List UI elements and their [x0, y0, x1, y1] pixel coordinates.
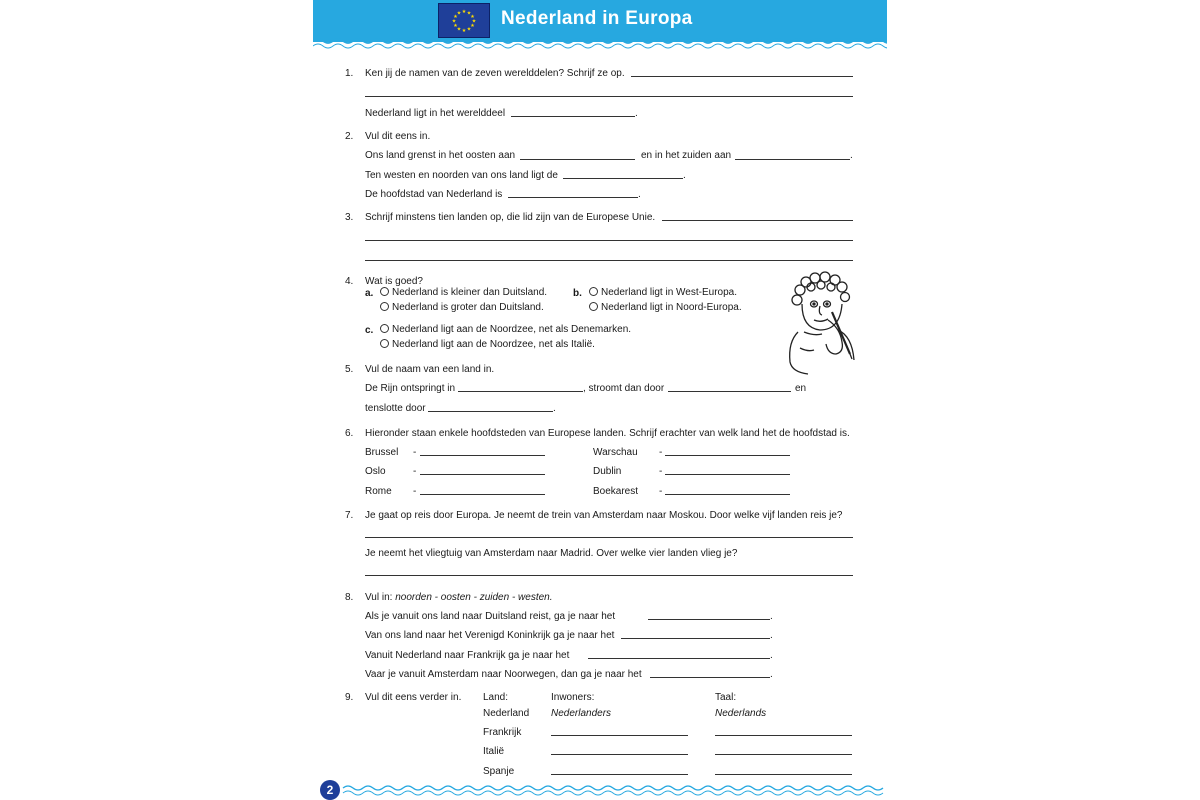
q6-capital-boekarest: Boekarest — [593, 486, 639, 497]
q5-part-c: en — [795, 383, 807, 394]
q7-answer-line-1[interactable] — [365, 537, 853, 538]
q9-frankrijk-taal-line[interactable] — [715, 735, 852, 736]
q6-line-oslo[interactable] — [420, 474, 545, 475]
eu-flag-icon — [438, 3, 490, 38]
footer-wave-decoration — [313, 784, 887, 796]
q6-dash: - — [413, 466, 417, 477]
q5-dot: . — [553, 403, 556, 414]
q2-sea-line[interactable] — [563, 178, 683, 179]
q1-answer-line-2[interactable] — [365, 96, 853, 97]
q3-number: 3. — [345, 212, 354, 223]
radio-icon[interactable] — [380, 339, 389, 348]
q9-number: 9. — [345, 692, 354, 703]
svg-text:★: ★ — [453, 14, 458, 20]
q9-row-frankrijk: Frankrijk — [483, 727, 522, 738]
page-number-badge: 2 — [320, 780, 340, 800]
q5-part-b: , stroomt dan door — [583, 383, 665, 394]
q6-dash: - — [659, 447, 663, 458]
q8-line4: Vaar je vanuit Amsterdam naar Noorwegen, dan ga je naar het — [365, 669, 642, 680]
q2-intro: Vul dit eens in. — [365, 131, 431, 142]
svg-text:★: ★ — [453, 23, 458, 29]
q4-c-label: c. — [365, 325, 374, 336]
q4-a2-label: Nederland is groter dan Duitsland. — [392, 302, 544, 313]
q8-dot-3: . — [770, 650, 773, 661]
svg-text:★: ★ — [466, 10, 472, 17]
q2-line2: Ten westen en noorden van ons land ligt de — [365, 170, 558, 181]
svg-text:★: ★ — [456, 10, 462, 17]
q9-row-spanje: Spanje — [483, 766, 515, 777]
q5-finally-line[interactable] — [428, 411, 553, 412]
q5-intro: Vul de naam van een land in. — [365, 364, 495, 375]
q2-capital-line[interactable] — [508, 197, 638, 198]
q8-answer-line-2[interactable] — [621, 638, 770, 639]
q4-c1-label: Nederland ligt aan de Noordzee, net als Denemarken. — [392, 324, 632, 335]
q9-header-land: Land: — [483, 692, 509, 703]
q2-line3: De hoofdstad van Nederland is — [365, 189, 503, 200]
svg-text:★: ★ — [461, 28, 467, 34]
q3-answer-line-1[interactable] — [662, 220, 853, 221]
header-wave-decoration — [313, 37, 887, 49]
q3-text: Schrijf minstens tien landen op, die lid zijn van de Europese Unie. — [365, 212, 656, 223]
q5-through-line[interactable] — [668, 391, 791, 392]
q4-c2-label: Nederland ligt aan de Noordzee, net als Italië. — [392, 339, 595, 350]
worksheet-page — [313, 0, 887, 800]
q7-text2: Je neemt het vliegtuig van Amsterdam naar Madrid. Over welke vier landen vlieg je? — [365, 548, 738, 559]
q6-line-brussel[interactable] — [420, 455, 545, 456]
svg-text:★: ★ — [470, 23, 475, 29]
q8-number: 8. — [345, 592, 354, 603]
svg-text:★: ★ — [456, 26, 462, 33]
q9-text: Vul dit eens verder in. — [365, 692, 462, 703]
q6-line-dublin[interactable] — [665, 474, 790, 475]
q6-line-warschau[interactable] — [665, 455, 790, 456]
q7-number: 7. — [345, 510, 354, 521]
q4-a1-label: Nederland is kleiner dan Duitsland. — [392, 287, 548, 298]
q1-continent-line[interactable] — [511, 116, 635, 117]
q1-answer-line-1[interactable] — [631, 76, 853, 77]
q8-intro — [365, 592, 553, 604]
q6-line-rome[interactable] — [420, 494, 545, 495]
q4-text: Wat is goed? — [365, 276, 423, 287]
q9-header-inwoners: Inwoners: — [551, 692, 595, 703]
q6-number: 6. — [345, 428, 354, 439]
q9-row-nederland-inwoners: Nederlanders — [551, 708, 612, 719]
q7-text1: Je gaat op reis door Europa. Je neemt de trein van Amsterdam naar Moskou. Door welke vijf landen reis je? — [365, 510, 843, 521]
page-title: Nederland in Europa — [501, 8, 693, 29]
q8-dot-4: . — [770, 669, 773, 680]
q5-part-a: De Rijn ontspringt in — [365, 383, 456, 394]
q2-number: 2. — [345, 131, 354, 142]
q1-continent-text: Nederland ligt in het werelddeel — [365, 108, 506, 119]
q8-intro-directions: noorden - oosten - zuiden - westen. — [395, 592, 553, 603]
q9-italie-taal-line[interactable] — [715, 754, 852, 755]
q6-dash: - — [659, 486, 663, 497]
q6-capital-rome: Rome — [365, 486, 392, 497]
q4-number: 4. — [345, 276, 354, 287]
q4-b2-option[interactable] — [589, 302, 742, 314]
q8-dot-2: . — [770, 630, 773, 641]
q6-dash: - — [413, 486, 417, 497]
header-bar — [313, 0, 887, 42]
q2-south-line[interactable] — [735, 159, 850, 160]
q9-row-italie: Italië — [483, 746, 505, 757]
q4-b1-option[interactable] — [589, 287, 737, 299]
q4-c1-option[interactable] — [380, 324, 631, 336]
q4-b-label: b. — [573, 288, 582, 299]
q2-dot-3: . — [638, 189, 641, 200]
q4-a2-option[interactable] — [380, 302, 544, 314]
q9-frankrijk-inwoners-line[interactable] — [551, 735, 688, 736]
radio-icon[interactable] — [380, 287, 389, 296]
radio-icon[interactable] — [589, 302, 598, 311]
q4-b2-label: Nederland ligt in Noord-Europa. — [601, 302, 742, 313]
q2-line1a: Ons land grenst in het oosten aan — [365, 150, 516, 161]
q4-b1-label: Nederland ligt in West-Europa. — [601, 287, 737, 298]
q6-capital-oslo: Oslo — [365, 466, 386, 477]
thinking-person-illustration-icon — [768, 270, 878, 380]
q2-dot-2: . — [683, 170, 686, 181]
q2-line1b: en in het zuiden aan — [641, 150, 732, 161]
q9-row-nederland-taal: Nederlands — [715, 708, 767, 719]
q6-dash: - — [659, 466, 663, 477]
q2-dot-1: . — [850, 150, 853, 161]
q1-number: 1. — [345, 68, 354, 79]
q9-row-nederland-land: Nederland — [483, 708, 530, 719]
q8-answer-line-3[interactable] — [588, 658, 770, 659]
radio-icon[interactable] — [380, 302, 389, 311]
q3-answer-line-2[interactable] — [365, 240, 853, 241]
q3-answer-line-3[interactable] — [365, 260, 853, 261]
q9-spanje-taal-line[interactable] — [715, 774, 852, 775]
q4-a1-option[interactable] — [380, 287, 547, 299]
svg-text:★: ★ — [461, 9, 467, 15]
svg-text:★: ★ — [470, 14, 475, 20]
q6-capital-dublin: Dublin — [593, 466, 622, 477]
q1-end-dot: . — [635, 108, 638, 119]
q4-a-label: a. — [365, 288, 374, 299]
q8-dot-1: . — [770, 611, 773, 622]
q9-header-taal: Taal: — [715, 692, 737, 703]
radio-icon[interactable] — [589, 287, 598, 296]
q6-line-boekarest[interactable] — [665, 494, 790, 495]
q6-capital-brussel: Brussel — [365, 447, 399, 458]
q8-line3: Vanuit Nederland naar Frankrijk ga je naar het — [365, 650, 570, 661]
q8-line2: Van ons land naar het Verenigd Koninkrijk ga je naar het — [365, 630, 615, 641]
q9-italie-inwoners-line[interactable] — [551, 754, 688, 755]
q6-dash: - — [413, 447, 417, 458]
q9-spanje-inwoners-line[interactable] — [551, 774, 688, 775]
q5-part-d: tenslotte door — [365, 403, 426, 414]
q5-source-line[interactable] — [458, 391, 583, 392]
q8-intro-prefix: Vul in: — [365, 592, 396, 603]
q1-text: Ken jij de namen van de zeven werelddelen? Schrijf ze op. — [365, 68, 625, 79]
q7-answer-line-2[interactable] — [365, 575, 853, 576]
q2-east-line[interactable] — [520, 159, 635, 160]
q6-capital-warschau: Warschau — [593, 447, 638, 458]
q6-text: Hieronder staan enkele hoofdsteden van Europese landen. Schrijf erachter van welk land het de hoofdstad is. — [365, 428, 850, 439]
svg-text:★: ★ — [451, 18, 457, 25]
q4-c2-option[interactable] — [380, 339, 595, 351]
svg-text:★: ★ — [471, 18, 477, 25]
q8-answer-line-4[interactable] — [650, 677, 770, 678]
q5-number: 5. — [345, 364, 354, 375]
radio-icon[interactable] — [380, 324, 389, 333]
q8-answer-line-1[interactable] — [648, 619, 770, 620]
q8-line1: Als je vanuit ons land naar Duitsland reist, ga je naar het — [365, 611, 616, 622]
svg-text:★: ★ — [466, 26, 472, 33]
